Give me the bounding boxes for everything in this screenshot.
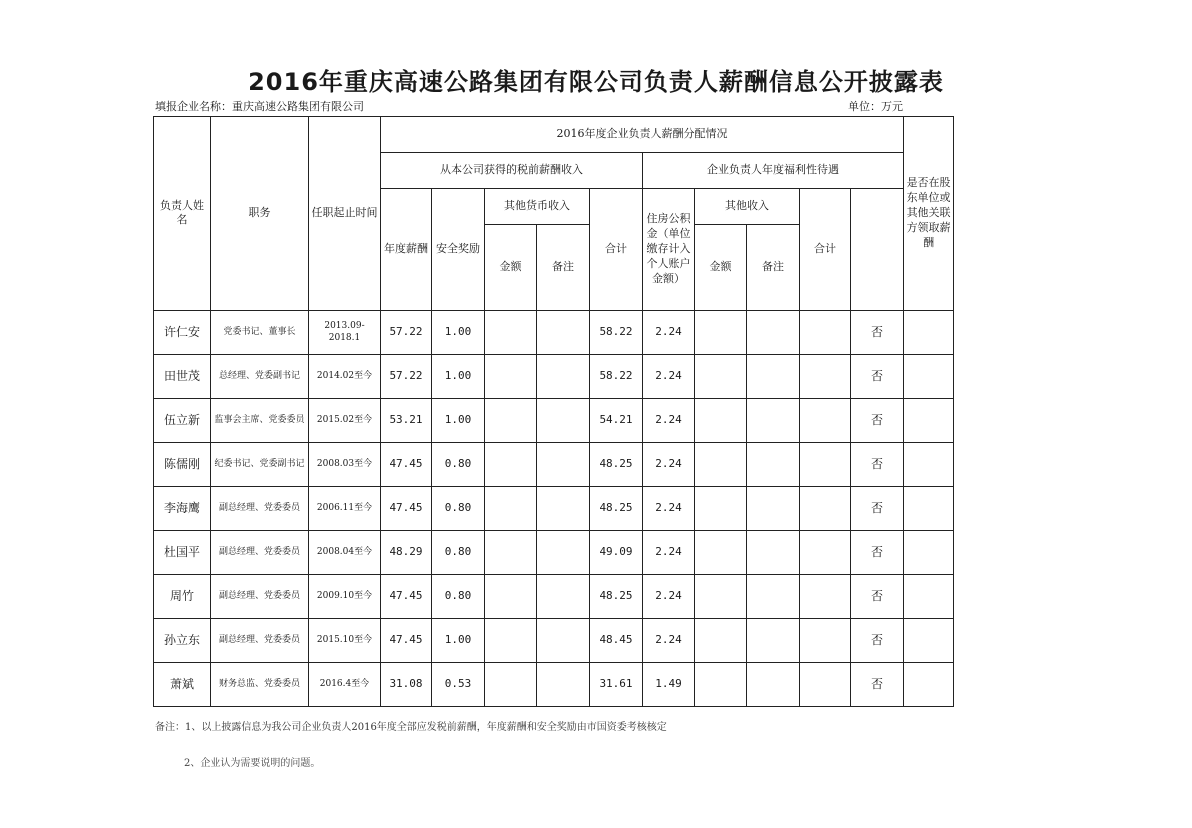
cell-income-amount xyxy=(695,486,747,530)
cell-income-amount xyxy=(695,310,747,354)
cell-cash-remark xyxy=(537,530,590,574)
cell-annual-salary: 48.29 xyxy=(381,530,432,574)
header-cash-amount: 金额 xyxy=(485,224,537,310)
cell-name: 伍立新 xyxy=(154,398,211,442)
cell-welfare-total xyxy=(800,530,851,574)
company-name: 填报企业名称：重庆高速公路集团有限公司 xyxy=(155,100,364,113)
cell-shareholder: 否 xyxy=(851,486,904,530)
cell-related xyxy=(904,530,954,574)
cell-income-amount xyxy=(695,662,747,706)
cell-income-remark xyxy=(747,310,800,354)
cell-income-remark xyxy=(747,486,800,530)
cell-duty: 纪委书记、党委副书记 xyxy=(211,442,309,486)
header-pretax: 从本公司获得的税前薪酬收入 xyxy=(381,153,643,189)
cell-cash-remark xyxy=(537,398,590,442)
table-row xyxy=(154,442,954,486)
cell-safety-bonus: 1.00 xyxy=(432,398,485,442)
cell-cash-remark xyxy=(537,486,590,530)
cell-related xyxy=(904,486,954,530)
cell-pretax-total: 48.45 xyxy=(590,618,643,662)
cell-name: 周竹 xyxy=(154,574,211,618)
cell-pretax-total: 48.25 xyxy=(590,574,643,618)
cell-housing-fund: 2.24 xyxy=(643,530,695,574)
cell-annual-salary: 47.45 xyxy=(381,618,432,662)
cell-income-remark xyxy=(747,442,800,486)
cell-income-remark xyxy=(747,618,800,662)
cell-related xyxy=(904,662,954,706)
cell-pretax-total: 49.09 xyxy=(590,530,643,574)
cell-term: 2015.10至今 xyxy=(309,618,381,662)
cell-housing-fund: 2.24 xyxy=(643,310,695,354)
table-row xyxy=(154,398,954,442)
header-term: 任职起止时间 xyxy=(309,117,381,311)
cell-name: 田世茂 xyxy=(154,354,211,398)
cell-term: 2008.04至今 xyxy=(309,530,381,574)
cell-income-amount xyxy=(695,354,747,398)
header-name: 负责人姓名 xyxy=(154,117,211,311)
header-annual-salary: 年度薪酬 xyxy=(381,189,432,311)
cell-cash-amount xyxy=(485,354,537,398)
cell-name: 萧斌 xyxy=(154,662,211,706)
cell-housing-fund: 2.24 xyxy=(643,354,695,398)
cell-cash-amount xyxy=(485,486,537,530)
cell-cash-remark xyxy=(537,442,590,486)
cell-annual-salary: 57.22 xyxy=(381,354,432,398)
table-row xyxy=(154,618,954,662)
cell-annual-salary: 47.45 xyxy=(381,442,432,486)
cell-income-remark xyxy=(747,398,800,442)
header-housing-fund: 住房公积金（单位缴存计入个人账户金额） xyxy=(643,189,695,311)
cell-cash-remark xyxy=(537,618,590,662)
header-income-remark: 备注 xyxy=(747,224,800,310)
cell-income-remark xyxy=(747,574,800,618)
cell-cash-remark xyxy=(537,662,590,706)
cell-duty: 财务总监、党委委员 xyxy=(211,662,309,706)
cell-related xyxy=(904,398,954,442)
table-row xyxy=(154,310,954,354)
unit-label: 单位：万元 xyxy=(848,100,903,113)
cell-pretax-total: 31.61 xyxy=(590,662,643,706)
cell-welfare-total xyxy=(800,618,851,662)
cell-safety-bonus: 0.53 xyxy=(432,662,485,706)
cell-pretax-total: 48.25 xyxy=(590,442,643,486)
cell-related xyxy=(904,354,954,398)
cell-income-amount xyxy=(695,398,747,442)
cell-income-remark xyxy=(747,530,800,574)
cell-housing-fund: 1.49 xyxy=(643,662,695,706)
cell-term: 2016.4至今 xyxy=(309,662,381,706)
cell-cash-remark xyxy=(537,310,590,354)
cell-safety-bonus: 1.00 xyxy=(432,354,485,398)
cell-income-amount xyxy=(695,442,747,486)
cell-cash-amount xyxy=(485,662,537,706)
cell-term: 2008.03至今 xyxy=(309,442,381,486)
cell-cash-amount xyxy=(485,530,537,574)
cell-related xyxy=(904,310,954,354)
cell-safety-bonus: 0.80 xyxy=(432,442,485,486)
cell-safety-bonus: 0.80 xyxy=(432,530,485,574)
cell-welfare-total xyxy=(800,442,851,486)
cell-name: 许仁安 xyxy=(154,310,211,354)
header-other-income: 其他收入 xyxy=(695,189,800,225)
cell-name: 李海鹰 xyxy=(154,486,211,530)
cell-duty: 副总经理、党委委员 xyxy=(211,486,309,530)
cell-cash-amount xyxy=(485,442,537,486)
salary-table xyxy=(153,116,954,707)
cell-term: 2013.09-2018.1 xyxy=(309,310,381,354)
cell-housing-fund: 2.24 xyxy=(643,398,695,442)
cell-shareholder: 否 xyxy=(851,398,904,442)
note-2: 2、企业认为需要说明的问题。 xyxy=(184,758,321,769)
table-row xyxy=(154,486,954,530)
cell-name: 陈儒刚 xyxy=(154,442,211,486)
cell-cash-remark xyxy=(537,574,590,618)
cell-pretax-total: 58.22 xyxy=(590,310,643,354)
header-duty: 职务 xyxy=(211,117,309,311)
cell-annual-salary: 57.22 xyxy=(381,310,432,354)
cell-shareholder: 否 xyxy=(851,662,904,706)
cell-housing-fund: 2.24 xyxy=(643,574,695,618)
cell-pretax-total: 58.22 xyxy=(590,354,643,398)
table-row xyxy=(154,530,954,574)
table-row xyxy=(154,574,954,618)
cell-cash-amount xyxy=(485,310,537,354)
cell-housing-fund: 2.24 xyxy=(643,486,695,530)
header-other-cash: 其他货币收入 xyxy=(485,189,590,225)
cell-cash-amount xyxy=(485,618,537,662)
cell-related xyxy=(904,618,954,662)
cell-income-remark xyxy=(747,354,800,398)
header-income-amount: 金额 xyxy=(695,224,747,310)
cell-housing-fund: 2.24 xyxy=(643,618,695,662)
cell-cash-remark xyxy=(537,354,590,398)
cell-safety-bonus: 1.00 xyxy=(432,618,485,662)
table-row xyxy=(154,662,954,706)
cell-duty: 副总经理、党委委员 xyxy=(211,574,309,618)
cell-related xyxy=(904,442,954,486)
cell-pretax-total: 54.21 xyxy=(590,398,643,442)
cell-shareholder: 否 xyxy=(851,442,904,486)
cell-name: 杜国平 xyxy=(154,530,211,574)
cell-duty: 副总经理、党委委员 xyxy=(211,530,309,574)
cell-annual-salary: 47.45 xyxy=(381,574,432,618)
cell-term: 2006.11至今 xyxy=(309,486,381,530)
cell-welfare-total xyxy=(800,662,851,706)
cell-income-amount xyxy=(695,618,747,662)
cell-term: 2009.10至今 xyxy=(309,574,381,618)
cell-annual-salary: 31.08 xyxy=(381,662,432,706)
cell-income-remark xyxy=(747,662,800,706)
cell-duty: 总经理、党委副书记 xyxy=(211,354,309,398)
cell-pretax-total: 48.25 xyxy=(590,486,643,530)
cell-safety-bonus: 1.00 xyxy=(432,310,485,354)
header-distribution: 2016年度企业负责人薪酬分配情况 xyxy=(381,117,904,153)
cell-duty: 副总经理、党委委员 xyxy=(211,618,309,662)
cell-duty: 监事会主席、党委委员 xyxy=(211,398,309,442)
cell-term: 2014.02至今 xyxy=(309,354,381,398)
cell-related xyxy=(904,574,954,618)
cell-welfare-total xyxy=(800,398,851,442)
cell-name: 孙立东 xyxy=(154,618,211,662)
cell-welfare-total xyxy=(800,486,851,530)
header-safety-bonus: 安全奖励 xyxy=(432,189,485,311)
cell-cash-amount xyxy=(485,574,537,618)
header-welfare-total: 合计 xyxy=(800,189,851,311)
cell-cash-amount xyxy=(485,398,537,442)
cell-shareholder: 否 xyxy=(851,618,904,662)
header-shareholder: 是否在股东单位或其他关联方领取薪酬 xyxy=(904,117,954,311)
cell-annual-salary: 47.45 xyxy=(381,486,432,530)
cell-shareholder: 否 xyxy=(851,574,904,618)
cell-income-amount xyxy=(695,530,747,574)
cell-housing-fund: 2.24 xyxy=(643,442,695,486)
header-welfare: 企业负责人年度福利性待遇 xyxy=(643,153,904,189)
cell-annual-salary: 53.21 xyxy=(381,398,432,442)
cell-safety-bonus: 0.80 xyxy=(432,574,485,618)
cell-welfare-total xyxy=(800,574,851,618)
cell-term: 2015.02至今 xyxy=(309,398,381,442)
cell-shareholder: 否 xyxy=(851,530,904,574)
cell-welfare-total xyxy=(800,310,851,354)
cell-shareholder: 否 xyxy=(851,354,904,398)
cell-welfare-total xyxy=(800,354,851,398)
page-title: 2016年重庆高速公路集团有限公司负责人薪酬信息公开披露表 xyxy=(248,68,944,96)
table-row xyxy=(154,354,954,398)
header-pretax-total: 合计 xyxy=(590,189,643,311)
note-1: 备注：1、以上披露信息为我公司企业负责人2016年度全部应发税前薪酬，年度薪酬和安全奖励由市国资委考核核定 xyxy=(155,722,667,733)
header-cash-remark: 备注 xyxy=(537,224,590,310)
cell-shareholder: 否 xyxy=(851,310,904,354)
cell-duty: 党委书记、董事长 xyxy=(211,310,309,354)
cell-safety-bonus: 0.80 xyxy=(432,486,485,530)
cell-income-amount xyxy=(695,574,747,618)
